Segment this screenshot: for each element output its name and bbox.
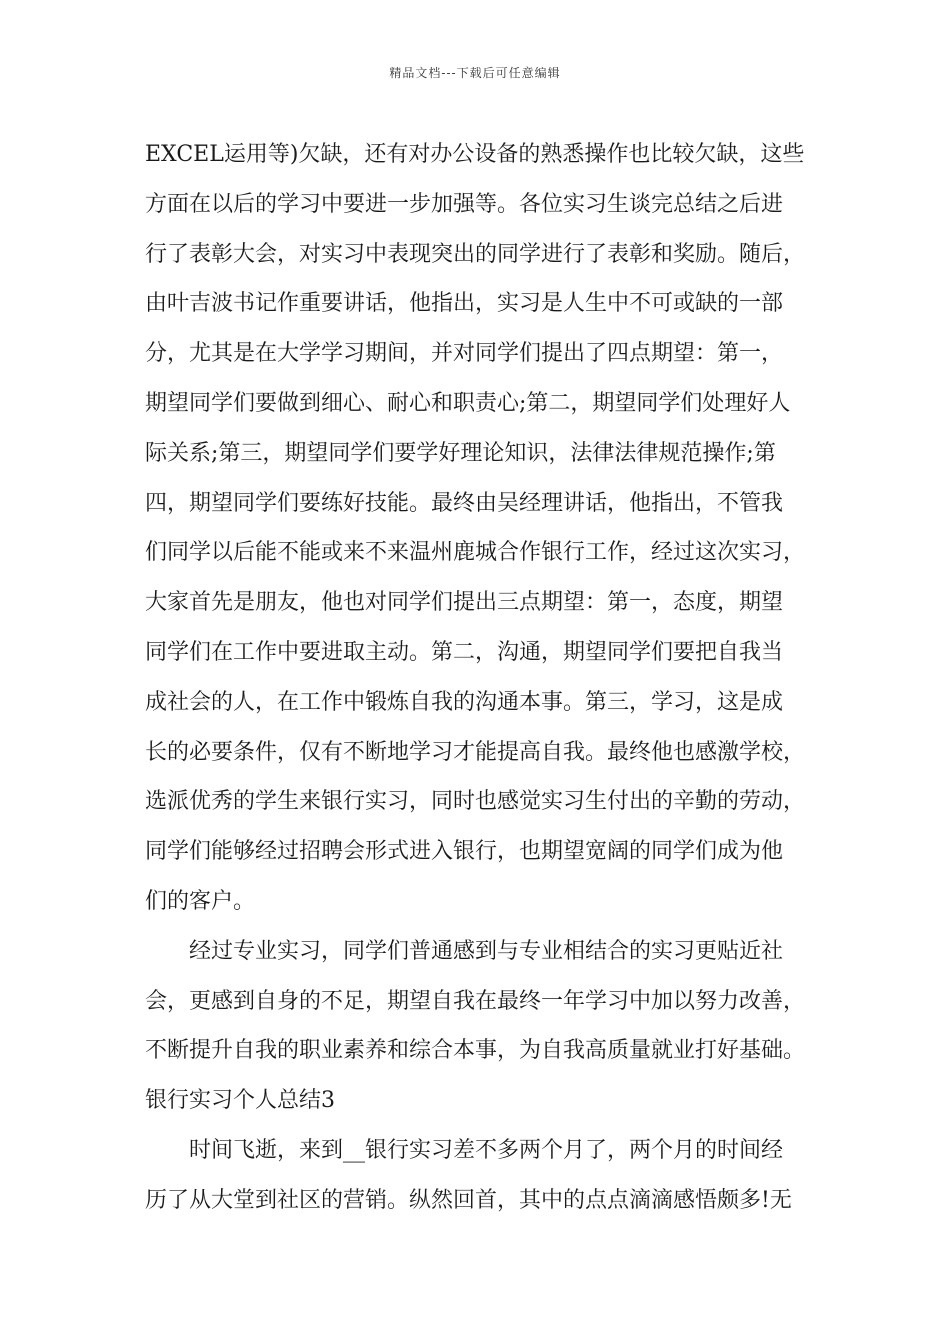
text-line: 期望同学们要做到细心、耐心和职责心;第二，期望同学们处理好人: [145, 390, 791, 416]
document-body: [145, 130, 835, 1226]
text-line: 行了表彰大会，对实习中表现突出的同学进行了表彰和奖励。随后，: [145, 241, 806, 267]
text-line: 长的必要条件，仅有不断地学习才能提高自我。最终他也感激学校，: [145, 739, 806, 765]
text-line: 同学们能够经过招聘会形式进入银行，也期望宽阔的同学们成为他: [145, 839, 784, 865]
text-line: 历了从大堂到社区的营销。纵然回首，其中的点点滴滴感悟颇多!无: [145, 1187, 792, 1213]
text-line: 时间飞逝，来到__银行实习差不多两个月了，两个月的时间经: [189, 1137, 784, 1163]
page-header: 精品文档---下载后可任意编辑: [389, 66, 561, 80]
text-line: 们同学以后能不能或来不来温州鹿城合作银行工作，经过这次实习，: [145, 540, 806, 566]
text-line: 们的客户。: [145, 888, 256, 914]
text-line: 大家首先是朋友，他也对同学们提出三点期望：第一，态度，期望: [145, 590, 784, 616]
text-line: 同学们在工作中要进取主动。第二，沟通，期望同学们要把自我当: [145, 639, 784, 665]
text-line: 选派优秀的学生来银行实习，同时也感觉实习生付出的辛勤的劳动，: [145, 789, 806, 815]
text-line: 不断提升自我的职业素养和综合本事，为自我高质量就业打好基础。: [145, 1038, 806, 1064]
text-line: 方面在以后的学习中要进一步加强等。各位实习生谈完总结之后进: [145, 191, 784, 217]
text-line: 会，更感到自身的不足，期望自我在最终一年学习中加以努力改善，: [145, 988, 806, 1014]
text-line: 成社会的人，在工作中锻炼自我的沟通本事。第三，学习，这是成: [145, 689, 784, 715]
text-line: EXCEL运用等)欠缺，还有对办公设备的熟悉操作也比较欠缺，这些: [145, 142, 805, 167]
text-line: 由叶吉波书记作重要讲话，他指出，实习是人生中不可或缺的一部: [145, 291, 784, 317]
text-line: 分，尤其是在大学学习期间，并对同学们提出了四点期望：第一，: [145, 341, 784, 367]
text-line: 际关系;第三，期望同学们要学好理论知识，法律法律规范操作;第: [145, 440, 776, 466]
text-line: 四，期望同学们要练好技能。最终由吴经理讲话，他指出，不管我: [145, 490, 784, 516]
text-line: 经过专业实习，同学们普通感到与专业相结合的实习更贴近社: [189, 938, 784, 964]
text-line: 银行实习个人总结3: [145, 1088, 335, 1114]
